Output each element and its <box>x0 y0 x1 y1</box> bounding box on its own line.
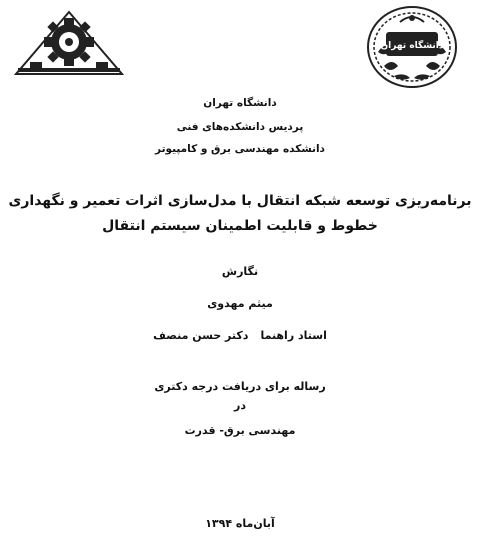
school-name: دانشکده مهندسی برق و کامپیوتر <box>155 143 325 155</box>
author-label: نگارش <box>221 265 259 278</box>
advisor-name: دکتر حسن منصف <box>153 329 249 342</box>
author-name: میثم مهدوی <box>207 297 273 310</box>
advisor-label: استاد راهنما <box>260 329 327 342</box>
engineering-gear-icon <box>10 6 128 78</box>
degree-line: رساله برای دریافت درجه دکتری <box>154 380 326 393</box>
thesis-title-line1: برنامه‌ریزی توسعه شبکه انتقال با مدل‌سازی اثرات تعمیر و نگهداری <box>8 193 472 209</box>
degree-in: در <box>234 399 246 412</box>
thesis-date: آبان‌ماه ۱۳۹۴ <box>205 517 275 530</box>
degree-field: مهندسی برق- قدرت <box>184 424 296 437</box>
seal-text: دانشگاه تهران <box>380 41 444 51</box>
campus-name: پردیس دانشکده‌های فنی <box>176 121 304 133</box>
university-name: دانشگاه تهران <box>203 97 277 109</box>
advisor-line <box>0 329 480 342</box>
thesis-title-line2: خطوط و قابلیت اطمینان سیستم انتقال <box>102 218 378 234</box>
university-of-tehran-seal-icon <box>364 4 460 90</box>
